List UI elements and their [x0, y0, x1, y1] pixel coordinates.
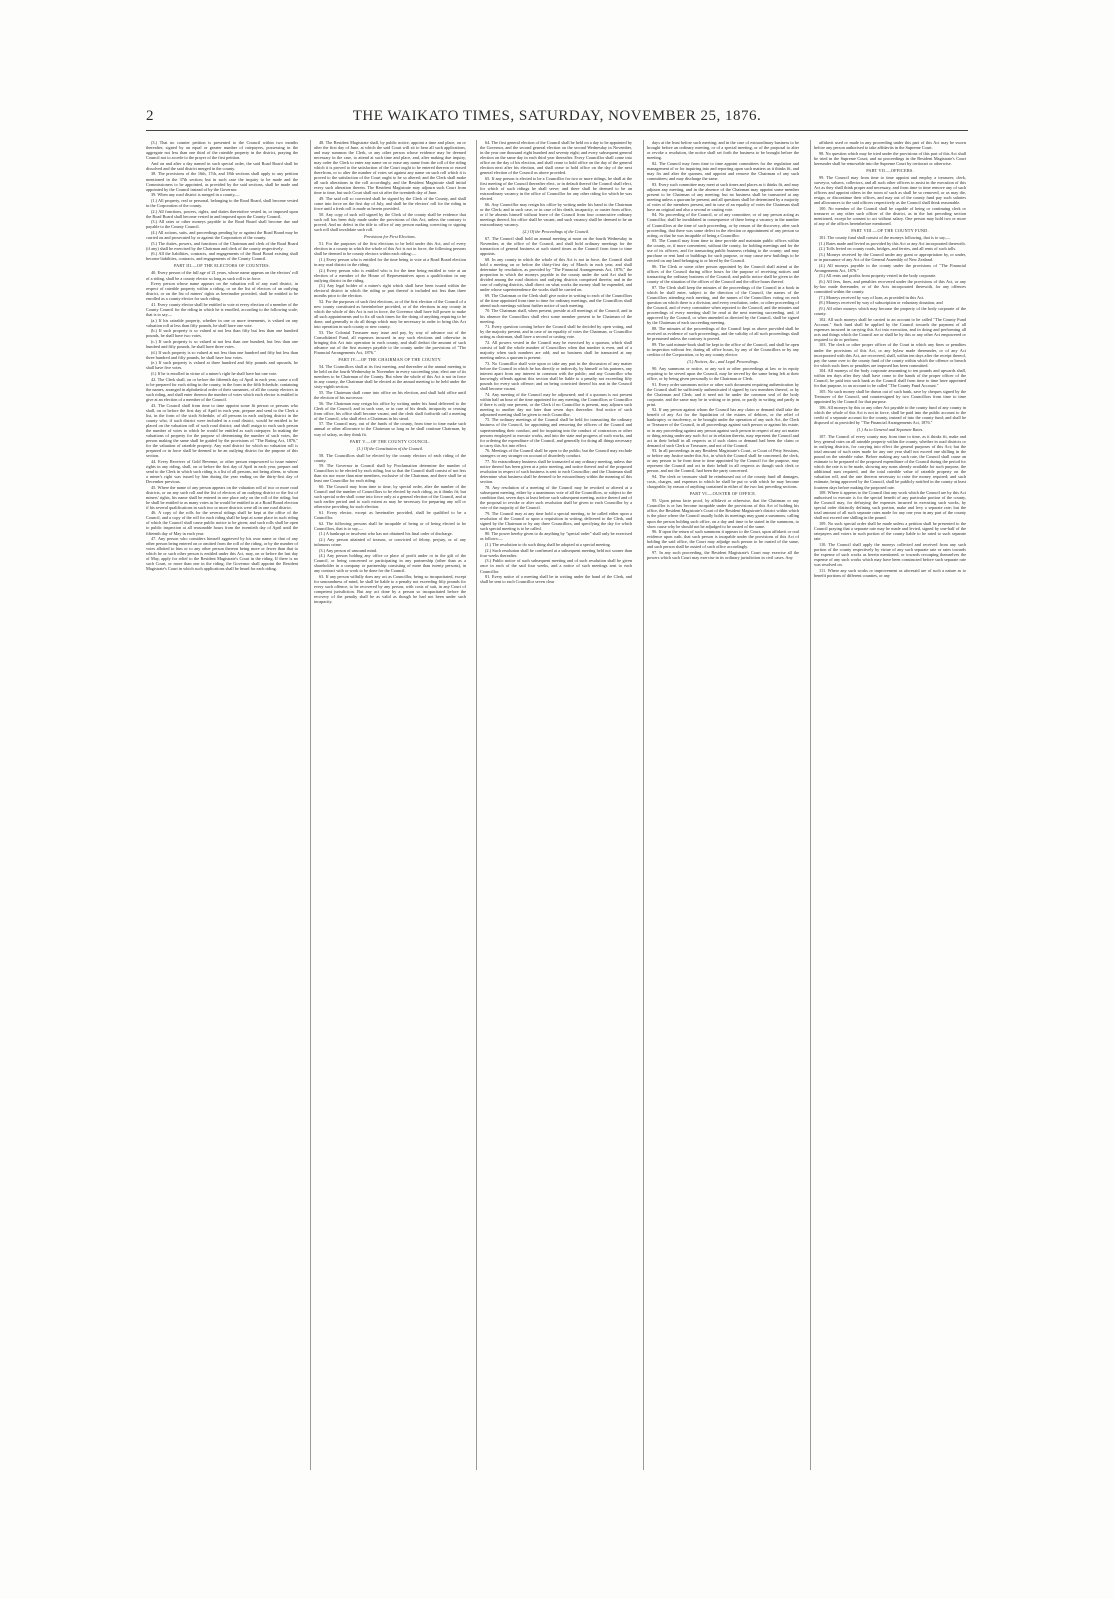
paragraph: 72. All powers vested in the Council may be exercised by a quorum, which shall consist of half the whole number of Councillors when that number is even, and of a majority when such numbers are odd; and no business shall be transacted at any meeting unless a quorum is present. [480, 339, 632, 361]
paragraph: 45. Where the name of any person appears on the valuation roll of two or more road districts, or on any such roll and the list of electors of an outlying district or the list of miners' rights, his name shall be entered in one place only on the roll of the riding; but he shall be entitled to as many votes as he would be entitled to at a Road Board election if his several qualifications in such two or more districts were all in one road district. [146, 484, 298, 510]
paragraph: 78. Any resolution of a meeting of the Council may be revoked or altered at a subsequent meeting, either by a unanimous vote of all the Councillors, or subject to the condition that, seven days at least before such subsequent meeting, notice thereof and of the proposal to revoke or alter such resolution shall be given to each Councillor by a vote of the majority of the Council. [480, 484, 632, 510]
paragraph: (3.) Any legal holder of a miner's right which shall have been issued within the electoral district in which the riding or part thereof is included not less than three months prior to the election. [314, 283, 466, 299]
paragraph: 96. If upon the return of such summons it appears to the Court, upon affidavit or oral evidence upon oath, that such person is incapable under the provisions of this Act of holding the said office, the Court may adjudge such person to be ousted of the same, and such person shall be ousted of such office accordingly. [647, 529, 799, 550]
paragraph: (7.) Moneys received by way of loan, as provided in this Act. [819, 294, 925, 300]
paragraph: (3.) Moneys received by the Council under any grant or appropriation by, or under, or in pursuance of any Act of the General Assembly of New Zealand. [814, 251, 966, 262]
paragraph: 54. The Councillors shall at its first meeting, and thereafter at the annual meeting to be held on the fourth Wednesday in November in every succeeding year, elect one of its members to be Chairman of the County. But when the whole of this Act is not in force in any county, the Chairman shall be elected at the annual meeting to be held under the sixty-eighth section. [314, 364, 466, 390]
paragraph: 55. The Chairman shall come into office on his election, and shall hold office until the election of his successor. [314, 389, 466, 400]
paragraph: 107. The Council of every county may from time to time, as it thinks fit, make and levy general rates on all rateable property within the county, whether in road districts or in outlying districts, for carrying into effect the general purposes of this Act; but the total amount of such rates made for any one year shall not exceed one shilling in the pound on the rateable value. Before making any such rate, the Council shall cause an estimate to be prepared of the proposed expenditure of the Council during the period for which the rate is to be made, showing any sums already available for such purpose, the additional sum required, and the total rateable value of rateable property on the valuation roll, and the rate thereon necessary to raise the money required; and such estimate, being approved by the Council, shall be publicly notified in the county at least fourteen days before making the proposed rate. [814, 434, 966, 490]
paragraph: 88. The minutes of the proceedings of the Council kept as above provided shall be received as evidence of such proceedings, and the validity of all such proceedings shall be presumed unless the contrary is proved. [647, 325, 799, 341]
paragraph: (2.) All functions, powers, rights, and duties theretofore vested in, or imposed upon the Road Board shall become vested in and imposed upon the County Council. [146, 208, 298, 219]
paragraph: affidavit used or made in any proceeding under this part of this Act may be sworn before any person authorised to take affidavits in the Supreme Court. [814, 140, 966, 151]
paragraph: (1.) All property, real or personal, belonging to the Road Board, shall become vested in the Corporation of the county. [146, 197, 298, 208]
paragraph: 47. Any person who considers himself aggrieved by his own name or that of any other person being entered on or omitted from the roll of the riding, or by the number of votes allotted to him or to any other person thereon being more or fewer than that to which he or such other person is entitled under this Act, may, on or before the last day of May, apply for relief to the Resident Magistrate's Court in the riding. If there is no such Court, or more than one in the riding, the Governor shall appoint the Resident Magistrate's Court in which such applications shall be heard for each riding. [146, 536, 298, 572]
section-heading: (3.) Notices, &c., and Legal Proceedings. [687, 358, 759, 364]
column-1 [146, 140, 298, 1470]
paragraph: 99. The Council may from time to time appoint and employ a treasurer, clerk, surveyor, valuers, collectors, and all such other officers to assist in the execution of this Act as they shall think proper and necessary, and from time to time remove any of such officers and appoint others in the room of such as shall be so removed, or as may die, resign, or discontinue their offices, and may out of the county fund pay such salaries and allowances to the said officers respectively as the Council shall think reasonable. [814, 174, 966, 206]
paragraph: (2.) Tolls levied on county roads, bridges, and ferries, and all rents of such tolls. [819, 246, 957, 252]
paragraph: 56. The Chairman may resign his office by writing under his hand delivered to the Clerk of the Council; and in such case, or in case of his death, incapacity or ceasing from office, his office shall become vacant, and the clerk shall forthwith call a meeting of the Council, who shall elect a Chairman in his stead. [314, 400, 466, 421]
paragraph: 87. The Clerk shall keep the minutes of the proceedings of the Council in a book in which he shall enter, subject to the direction of the Council, the names of the Councillors attending each meeting, and the names of the Councillors voting on each question on which there is a division, and every resolution, order, or other proceeding of the Council, and of every committee when reported to the Council; and the minutes and proceedings of every meeting shall be read at the next meeting succeeding, and, if approved by the Council, or when amended as directed by the Council, shall be signed by the Chairman of each succeeding meeting. [647, 284, 799, 326]
paragraph: (3.) Any person of unsound mind. [319, 547, 378, 553]
section-heading: PART V.—OF THE COUNTY COUNCIL. [349, 438, 431, 444]
paragraph: 44. Every Receiver of Gold Revenue, or other person empowered to issue miners' rights in any riding, shall, on or before the first day of April in each year, prepare and send to the Clerk in which such riding is a list of all persons, not being aliens, to whom a miner's right was issued by him during the year ending on the thirty-first day of December previous. [146, 458, 298, 484]
paragraph: (4.) All actions, suits, and proceedings pending by or against the Road Board may be carried on and prosecuted by or against the Corporation of the county. [146, 229, 298, 240]
paragraph: 64. The first general election of the Council shall be held on a day to be appointed by the Governor, and the second general election on the second Wednesday in November, in the year one thousand eight hundred and seventy eight; and every subsequent general election on the same day in each third year thereafter. Every Councillor shall come into office on the day of his election, and shall cease to hold office on the day of the general election next after his election, and shall cease to hold office on the day of the next general election of the Council as above provided. [480, 140, 632, 176]
paragraph: 43. The Council shall from time to time appoint some fit person or persons who shall, on or before the first day of April in each year, prepare and send to the Clerk a list, in the form of the sixth Schedule, of all persons in each outlying district in the county who, if such district were included in a road district, would be entitled to be placed on the valuation roll of such road district; and shall assign to each such person the number of votes to which he would be entitled as such ratepayer. In making the valuations of property for the purpose of determining the number of such votes, the person making the same shall be guided by the provisions of "The Rating Act, 1876," for the valuation of rateable property. Any road district for which no valuation roll is prepared or in force shall be deemed to be an outlying district for the purpose of this section. [146, 402, 298, 459]
paragraph: 61. Every elector, except as hereinafter provided, shall be qualified to be a Councillor. [314, 509, 466, 520]
paragraph: 77. No extraordinary business shall be transacted at any ordinary meeting, unless due notice thereof has been given at a prior meeting, and notice thereof and of the proposed resolution in respect of such business is sent to each Councillor; and the Chairman shall determine what business shall be deemed to be extraordinary within the meaning of this section. [480, 458, 632, 485]
paragraph: 52. For the purposes of such first elections, or of the first election of the Council of a new county constituted as hereinbefore provided, or of the elections in any county in which the whole of this Act is not in force, the Governor shall have full power to make all such appointments and to fix all such times for the doing of anything requiring to be done, and generally to do all things which may be necessary in order to bring this Act into operation in such county or new county. [314, 298, 466, 330]
paragraph: 106. All moneys by this or any other Act payable to the county fund of any county in which the whole of this Act is not in force, shall be paid into the public account to the credit of a separate account for the county, instead of into the county fund; and shall be disposed of as provided by "The Financial Arrangements Act, 1876." [814, 404, 966, 425]
paragraph: (2.) Every person who is entitled who is for the time being entitled to vote at an election of a member of the House of Representatives upon a qualification in any outlying district in the riding. [314, 267, 466, 283]
paragraph: days at the least before such meeting; and in the case of extraordinary business to be brought before an ordinary meeting, or of a special meeting, or of the proposal to alter or revoke a resolution, the notice shall set forth the business to be brought before the meeting. [647, 140, 799, 161]
paragraph: 111. Where any such works or improvement as aforesaid are of such a nature as to benefit portions of different counties, or any [814, 567, 966, 578]
paragraph: (a.) If his rateable property, whether in one or more tenements, is valued on any valuation roll at less than fifty pounds, he shall have one vote. [146, 317, 298, 328]
paragraph: 75. The ordinary meetings of the Council shall be held for transacting the ordinary business of the Council, for appointing and removing the officers of the Council and superintending their conduct, and for inquiring into the conduct of contractors or other persons employed to execute works, and into the state and progress of such works, and for ordering the expenditure of the Council, and generally for doing all things necessary to carry this Act into effect. [480, 417, 632, 448]
paragraph: 39. When any road district is merged in a county,— [151, 192, 240, 198]
paragraph: (1.) Every person who is entitled for the time being to vote at a Road Board election in any road district in the riding; [314, 256, 466, 267]
paragraph: 91. Every order summons notice or other such document requiring authentication by the Council shall be sufficiently authenticated if signed by two members thereof, or by the Chairman and Clerk; and it need not be under the common seal of the body corporate, and the same may be in writing or in print, or partly in writing and partly in print. [647, 381, 799, 407]
paragraph: 41. Every county elector shall be entitled to vote at every election of a member of the County Council for the riding in which he is enrolled, according to the following scale, that is to say— [146, 301, 298, 318]
paragraph: 76. Meetings of the Council shall be open to the public; but the Council may exclude strangers or any stranger on account of disorderly conduct. [480, 448, 632, 459]
paragraph: 93. In all proceedings in any Resident Magistrate's Court, or Court of Petty Sessions, or before any Justice under this Act, in which the Council shall be concerned, the clerk, or any person to be from time to time appointed by the Council for the purpose, may represent the Council and act in their behalf in all respects as though such clerk or person, and not the Council, had been the party concerned. [647, 448, 799, 474]
paragraph: 73. No Councillor shall vote upon or take any part in the discussion of any matter before the Council in which he has directly or indirectly, by himself or his partners, any interest apart from any interest in common with the public; and any Councillor who knowingly offends against this section shall be liable to a penalty not exceeding fifty pounds for every such offence; and on being convicted thereof his seat in the Council shall become vacant. [480, 360, 632, 391]
paragraph: 102. All such moneys shall be carried to an account to be called "The County Fund Account." Such fund shall be applied by the Council towards the payment of all expenses incurred in carrying this Act into execution, and in doing and performing all acts and things which the Council are or shall be by this or any other Act empowered or required to do or perform. [814, 316, 966, 342]
paragraph: 100. No member of the Council shall be capable of being or continuing clerk or treasurer or any other such officer of the district, as in the last preceding section mentioned, except he consent to act without salary. One person may hold two or more of any of the offices hereinbefore mentioned. [814, 205, 966, 226]
paragraph: 80. The power hereby given to do anything by "special order" shall only be exercised as follows:— [480, 531, 632, 542]
paragraph: 94. The clerk or treasurer shall be reimbursed out of the county fund all damages, costs, charges, and expenses to which he shall be put or with which he may become chargeable, by reason of anything contained in either of the two last preceding sections. [647, 474, 799, 490]
column-divider [643, 140, 644, 1470]
paragraph: 86. The Clerk or some other person appointed by the Council shall attend at the offices of the Council during office hours for the purpose of receiving notices and transacting the ordinary business of the Council; and public notice shall be given in the county of the situation of the offices of the Council and the office hours thereof. [647, 264, 799, 285]
paragraph: 70. The Chairman shall, when present, preside at all meetings of the Council, and in his absence the Councillors shall elect some member present to be Chairman of the meeting. [480, 308, 632, 324]
paragraph: 48. The Resident Magistrate shall, by public notice, appoint a time and place, on or after the first day of June, at which the said Court will sit to hear all such applications, and may summon the Clerk, or any other person whose evidence may be deemed necessary in the case, to attend at such time and place, and, after making due inquiry, may order the Clerk to enter any name on or erase any name from the roll of the riding which it is proved to the satisfaction of the Court ought to be entered thereon or erased therefrom, or to alter the number of votes set against any name on such roll which it is proved to the satisfaction of the Court ought to be so altered; and the Clerk shall make all such alterations in the roll accordingly, and the Resident Magistrate shall initial every such alteration therein. The Resident Magistrate may adjourn such Court from time to time, but such Court shall not sit after the twentieth day of June. [314, 140, 466, 196]
paragraph: (4.) All moneys payable to the county under the provisions of "The Financial Arrangements Act, 1876." [814, 262, 966, 273]
paragraph: 103. The clerk or other proper officer of the Court in which any fines or penalties under the provisions of this Act, or any bylaw made thereunder, or of any Act incorporated with this Act, are recovered, shall, within ten days after the receipt thereof, pay the same over to the county fund of the county within which the offence or breach for which such fines or penalties are imposed has been committed. [814, 342, 966, 368]
paragraph: 83. Every such committee may meet at such times and places as it thinks fit, and may adjourn any meeting, and in the absence of the Chairman may appoint some member present to be Chairman of any meeting; but no business shall be transacted at any meeting unless a quorum be present; and all questions shall be determined by a majority of votes of the members present, and in case of an equality of votes the Chairman shall have an original and also a second or casting vote. [647, 181, 799, 212]
paragraph: 62. The following persons shall be incapable of being or of being elected to be Councillors, that is to say,— [314, 520, 466, 531]
section-heading: (1.) Of the Constitution of the Council. [356, 445, 424, 451]
paragraph: 71. Every question coming before the Council shall be decided by open voting, and by the majority present, and in case of an equality of votes the Chairman, or Councillor acting as chairman, shall have a second or casting vote. [480, 324, 632, 340]
paragraph: 38. The provisions of the 16th, 17th, and 18th sections shall apply to any petition mentioned in the 37th section; but in such case the inquiry to be made and the Commissioners to be appointed, as provided by the said sections, shall be made and appointed by the Council instead of by the Governor. [146, 171, 298, 192]
paragraph: (4.) Any person holding any office or place of profit under or in the gift of the Council, or being concerned or participating in any partnership (other than as a shareholder in a company or partnership consisting of more than twenty persons), in any contract with or work to be done for the Council. [314, 553, 466, 574]
page-number: 2 [146, 108, 154, 124]
section-heading: (1.) As to General and Separate Rates. [856, 426, 924, 432]
paragraph: 92. If any person against whom the Council has any claim or demand shall take the benefit of any Act for the liquidation of the estates of debtors, or the relief of bankruptcy or insolvency, or be brought under the operation of any such Act, the Clerk or Treasurer of the Council, in all proceedings against such person or against his estate, or in any proceeding against any person against such person in respect of any act matter or thing arising under any such Act or in relation thereto, may represent the Council and act in their behalf in all respects as if such claim or demand had been the claim or demand of such Clerk or Treasurer, and not of the Council. [647, 407, 799, 448]
paragraph: (9.) All other moneys which may become the property of the body corporate of the county. [814, 305, 966, 316]
column-4 [647, 140, 799, 1470]
section-heading: PART III.—OF THE ELECTORS OF COUNTIES. [173, 263, 271, 269]
column-3 [480, 140, 632, 1470]
article-columns [146, 140, 968, 1470]
paragraph: 74. Any meeting of the Council may be adjourned; and if a quorum is not present within half an hour of the time appointed for any meeting, the Councillors or Councillor if there is only one present, or the Clerk if no Councillor is present, may adjourn such meeting to another day not later than seven days thereafter. And notice of such adjourned meeting shall be given to each Councillor. [480, 391, 632, 417]
paragraph: (8.) Moneys received by way of subscription or voluntary donation, and [819, 300, 943, 306]
column-divider [310, 140, 311, 1470]
paragraph: 49. The said roll so corrected shall be signed by the Clerk of the County, and shall come into force on the first day of July, and shall be the electors' roll for the riding in force until a fresh roll is made as herein provided. [314, 196, 466, 212]
paragraph: 79. The Council may at any time hold a special meeting, to be called either upon a resolution of the Council or upon a requisition in writing, delivered to the Clerk, and signed by the Chairman or by any three Councillors, and specifying the day for which such special meeting is to be called. [480, 510, 632, 531]
paragraph: (6.) All the liabilities, contracts, and engagements of the Road Board existing shall become liabilities, contracts, and engagements of the County Council. [146, 251, 298, 262]
newspaper-title: THE WAIKATO TIMES, SATURDAY, NOVEMBER 25, 1876. [352, 108, 762, 124]
paragraph: 51. For the purposes of the first elections to be held under this Act, and of every election in a county in which the whole of this Act is not in force, the following persons shall be deemed to be county electors within each riding:— [314, 241, 466, 257]
paragraph: 97. In any such proceeding, the Resident Magistrate's Court may exercise all the powers which such Court may exercise in its ordinary jurisdiction in civil cases. Any [647, 549, 799, 561]
paragraph: 85. The Council may from time to time provide and maintain public offices within the county, or, if more convenient, without the county, for holding meetings and for the use of its officers, and for transacting public business relating to the county; and may purchase or rent land or buildings for such purpose, or may cause new buildings to be erected on any land belonging to or hired by the Council. [647, 238, 799, 264]
paragraph: 110. The Council shall apply the moneys collected and received from any such portion of the county respectively by virtue of any such separate rate or rates towards the expense of such works as herein mentioned, or towards recouping themselves the expense of any such works which may have been constructed before such separate rate was resolved on. [814, 541, 966, 567]
masthead [146, 108, 968, 131]
paragraph: (3.) That no counter petition is presented to the Council within two months thereafter, signed by an equal or greater number of ratepayers, possessing in the aggregate not less than one third of the rateable property in the district, praying the Council not to accede to the prayer of the first petition. [146, 140, 298, 161]
paragraph: 101. The county fund shall consist of the moneys following, that is to say,— [819, 234, 951, 240]
section-heading: PART VI.—OUSTER OF OFFICE. [689, 491, 757, 497]
column-divider [476, 140, 477, 1470]
paragraph: (3.) Public notice of such subsequent meeting and of such resolution shall be given once in each of the said four weeks, and a notice of such meetings sent to each Councillor. [480, 558, 632, 574]
section-heading: Provisions for First Elections. [364, 234, 416, 240]
paragraph: (c.) If such property is so valued at not less than one hundred, but less than one hundred and fifty pounds, he shall have three votes. [146, 339, 298, 350]
paragraph: 90. Any summons or notice, or any writ or other proceedings at law or in equity requiring to be served upon the Council, may be served by the same being left at their office, or by being given personally to the Chairman or Clerk. [647, 365, 799, 381]
paragraph: 58. The Councillors shall be elected by the county electors of each riding of the county. [314, 452, 466, 463]
paragraph: 63. If any person wilfully does any act as Councillor, being so incapacitated, except for unsoundness of mind, he shall be liable to a penalty not exceeding fifty pounds for every such offence, to be recovered by any person, with costs of suit, in any Court of competent jurisdiction. But any act done by a person so incapacitated before the recovery of the penalty shall be as valid as though he had not been under such incapacity. [314, 574, 466, 605]
paragraph: 68. In any county in which the whole of this Act is not in force, the Council shall hold a meeting on or before the thirty-first day of March in each year, and shall determine by resolution, as provided by "The Financial Arrangements Act, 1876," the proportion in which the moneys payable to the county under the said Act shall be divided among the road districts and outlying districts comprised therein; and in the case of outlying districts, shall direct on what works the money shall be expended, and under whose superintendence the works shall be carried on. [480, 256, 632, 293]
paragraph: 40. Every person of the full age of 21 years, whose name appears on the electors' roll of a riding, shall be a county elector so long as such roll is in force. [146, 270, 298, 281]
column-divider [810, 140, 811, 1470]
paragraph: 81. Every notice of a meeting shall be in writing under the hand of the Clerk, and shall be sent to each Councillor seven clear [480, 574, 632, 585]
paragraph: Every person whose name appears on the valuation roll of any road district, in respect of rateable property within a riding, or on the list of electors of an outlying district, or on the list of miners' rights as hereinafter provided, shall be entitled to be enrolled as a county elector for such riding. [146, 281, 298, 302]
paragraph: 46. A copy of the rolls for the several ridings shall be kept at the office of the Council, and a copy of the roll for each riding shall be kept at some place in such riding of which the Council shall cause public notice to be given; and such rolls shall be open to public inspection at all reasonable hours from the twentieth day of April until the fifteenth day of May in each year. [146, 510, 298, 536]
paragraph: 84. No proceeding of the Council, or of any committee, or of any person acting as Councillor, shall be invalidated in consequence of there being a vacancy in the number of Councillors at the time of such proceeding, or by reason of the discovery, after such proceeding, that there was some defect in the election or appointment of any person so acting, or that he was incapable of being a Councillor. [647, 212, 799, 238]
paragraph: (1.) Rates made and levied as provided by this Act or any Act incorporated therewith. [819, 240, 966, 246]
paragraph: 89. The said minute-book shall be kept in the office of the Council, and shall be open to inspection without fee, during all office hours, by any of the Councillors or by any creditor of the Corporation, or by any county elector. [647, 341, 799, 357]
paragraph: 42. The Clerk shall, on or before the fifteenth day of April in each year, cause a roll to be prepared for each riding in the county, in the form in the fifth Schedule, containing the names, arranged in alphabetical order of their surnames, of all the county electors in such riding, and shall enter thereon the number of votes which each elector is entitled to give at an election of a member of the Council. [146, 376, 298, 402]
paragraph: 53. The Colonial Treasurer may issue and pay, by way of advance out of the Consolidated Fund, all expenses incurred in any such elections and otherwise in bringing this Act into operation in each county, and shall deduct the amount of such advance out of the first moneys payable to the county under the provisions of "The Financial Arrangements Act, 1876." [314, 329, 466, 356]
paragraph: 50. Any copy of such roll signed by the Clerk of the county shall be evidence that such roll has been duly made under the provisions of this Act, unless the contrary is proved; And no defect in the title to office of any person making correcting or signing such roll shall invalidate such roll. [314, 211, 466, 232]
paragraph: (2.) Such resolution shall be confirmed at a subsequent meeting held not sooner than four weeks thereafter. [480, 547, 632, 558]
paragraph: (f.) If he is enrolled in virtue of a miner's right he shall have but one vote. [151, 371, 278, 377]
paragraph: (e.) If such property is valued at three hundred and fifty pounds and upwards, he shall have five votes. [146, 360, 298, 371]
paragraph: 60. The Council may from time to time, by special order, alter the number of the Council and the number of Councillors to be elected by each riding, as it thinks fit; but such special order shall come into force only at a general election of the Council, and at such earlier period and to such extent as may be necessary for preparing any roll or otherwise providing for such election. [314, 484, 466, 510]
column-2 [314, 140, 466, 1470]
paragraph: (2.) Any person attainted of treason, or convicted of felony, perjury, or of any infamous crime. [314, 536, 466, 548]
paragraph: (3.) All rates or other moneys payable to the Road Board shall become due and payable to the County Council. [146, 219, 298, 230]
paragraph: 82. The Council may from time to time appoint committees for the regulation and management of or for inquiring into and reporting upon such matters as it thinks fit, and may fix and alter the quorum, and appoint and remove the Chairman of any such committees; and may discharge the same. [647, 160, 799, 181]
paragraph: (1.) A bankrupt or insolvent who has not obtained his final order of discharge. [319, 531, 453, 537]
paragraph: (6.) All fees, fines, and penalties recovered under the provisions of this Act, or any by-law made thereunder, or of the Acts incorporated therewith, for any offences committed within the county. [814, 278, 966, 295]
paragraph: 66. Any Councillor may resign his office by writing under his hand to the Chairman or the Clerk; and in such case, or in case of his death, incapacity, or ouster from office, or if he absents himself without leave of the Council from four consecutive ordinary meetings thereof, his office shall be vacant, and such vacancy shall be deemed to be an extraordinary vacancy. [480, 201, 632, 227]
paragraph: (5.) All rents and profits from property vested in the body corporate. [819, 273, 937, 279]
paragraph: (1.) The resolution to do such thing shall be adopted at a special meeting. [485, 542, 611, 548]
paragraph: 98. No question which may be tried under the provisions of this part of this Act shall be tried in the Supreme Court; and no proceedings in the Resident Magistrate's Court hereunder shall be removable into the Supreme Court by certiorari or otherwise. [814, 150, 966, 166]
paragraph: 108. Where it appears to the Council that any work which the Council are by this Act authorised to execute is for the special benefit of any particular portion of the county, the Council may, for defraying the expenses incurred in executing such works, by special order distinctly defining such portion, make and levy a separate rate; but the total amount of all such separate rates made for any one year in any part of the county shall not exceed one shilling in the pound. [814, 490, 966, 521]
paragraph: 95. Upon prima facie proof, by affidavit or otherwise, that the Chairman or any Councillor is or has become incapable under the provisions of this Act of holding his office, the Resident Magistrate's Court of the Resident Magistrate's district within which is the place where the Council usually holds its meetings may grant a summons, calling upon the person holding such office, on a day and time to be stated in the summons, to show cause why he should not be adjudged to be ousted of the same. [647, 498, 799, 529]
paragraph: (d.) If such property is so valued at not less than one hundred and fifty but less than three hundred and fifty pounds, he shall have four votes. [146, 349, 298, 360]
paragraph: 57. The Council may, out of the funds of the county, from time to time make such annual or other allowance to the Chairman so long as he shall continue Chairman, by way of salary, as they think fit. [314, 421, 466, 437]
paragraph: (5.) The duties, powers, and functions of the Chairman and clerk of the Road Board (if any) shall be exercised by the Chairman and clerk of the county respectively. [146, 240, 298, 251]
paragraph: 65. If any person is elected to be a Councillor for two or more ridings, he shall at the first meeting of the Council thereafter elect, or in default thereof the Council shall elect, for which of such ridings he shall serve; and there shall be deemed to be an extraordinary vacancy in the office of Councillor for any other riding for which he was elected. [480, 175, 632, 202]
paragraph: 105. No such money shall be drawn out of such bank, save by cheques signed by the Treasurer of the Council, and countersigned by two Councillors from time to time appointed by the Council for that purpose. [814, 389, 966, 405]
section-heading: PART VIII.—OF THE COUNTY FUND. [851, 227, 929, 233]
paragraph: 67. The Council shall hold an annual meeting at noon on the fourth Wednesday in November, at the office of the Council, and shall hold ordinary meetings for the transaction of general business at such stated times as the Council from time to time appoints. [480, 236, 632, 257]
paragraph: 69. The Chairman or the Clerk shall give notice in writing to each of the Councillors of the time appointed from time to time for ordinary meetings, and the Councillors shall attend such meetings without further notice of such meeting. [480, 292, 632, 308]
paragraph: 109. No such special order shall be made unless a petition shall be presented to the Council praying that a separate rate may be made and levied, signed by one-half of the ratepayers and voters in such portion of the county liable to be rated to such separate rate. [814, 521, 966, 542]
paragraph: And on and after a day named in such special order, the said Road Board shall be dissolved and the said district merged in the county. [146, 160, 298, 171]
column-5 [814, 140, 966, 1470]
section-heading: PART VII.—OFFICERS. [866, 167, 914, 173]
paragraph: 104. All moneys of the body corporate amounting to ten pounds and upwards shall, within ten days after they shall have come to the hands of the proper officer of the Council, be paid into such bank as the Council shall from time to time have appointed for that purpose, to an account to be called "The County Fund Account." [814, 368, 966, 389]
paragraph: (b.) If such property is so valued at not less than fifty but less than one hundred pounds, he shall have two votes. [146, 328, 298, 339]
section-heading: PART IV.—OF THE CHAIRMAN OF THE COUNTY. [338, 357, 442, 363]
section-heading: (2.) Of the Proceedings of the Council. [522, 228, 590, 234]
paragraph: 59. The Governor in Council shall by Proclamation determine the number of Councillors to be elected by each riding, but so that the Council shall consist of not less than six nor more than nine members, exclusive of the Chairman, and there shall be at least one Councillor for each riding. [314, 463, 466, 484]
